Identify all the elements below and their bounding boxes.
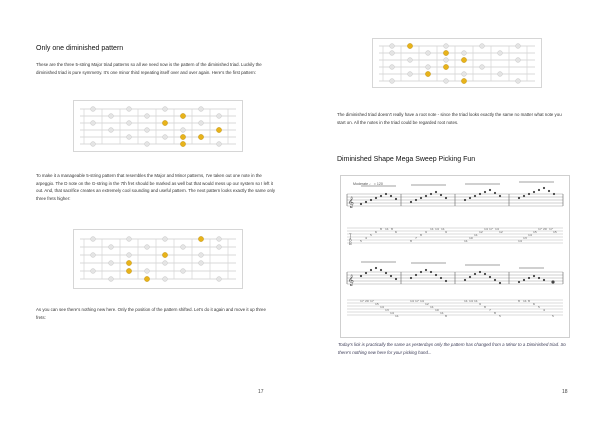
svg-text:A: A bbox=[349, 237, 352, 242]
svg-text:6: 6 bbox=[375, 230, 377, 234]
fretboard-3-svg bbox=[373, 39, 541, 87]
left-paragraph-2: To make it a manageable 5-string pattern that resembles the Major and Minor patterns, I've taken out one note in the arpeggio. The D note on the G-string in the 7th fret should be marked as well but that would mess up our system so I left it out. And, that sacrifice creates an extremely cool sounding and useful pattern. The next pattern looks exactly the same only three frets higher: bbox=[36, 173, 276, 201]
svg-text:7: 7 bbox=[489, 308, 491, 312]
right-caption: Today's lick is practically the same as yesterdays only the pattern has changed from a Minor to a Diminished triad. So there's nothing new here for your picking hand... bbox=[338, 342, 566, 355]
svg-text:17: 17 bbox=[415, 299, 419, 303]
svg-text:14: 14 bbox=[420, 299, 424, 303]
svg-text:14: 14 bbox=[495, 227, 499, 231]
svg-text:17: 17 bbox=[370, 299, 374, 303]
svg-text:11: 11 bbox=[523, 299, 527, 303]
svg-text:5: 5 bbox=[552, 314, 554, 318]
left-page-number: 17 bbox=[258, 389, 264, 395]
left-page-heading: Only one diminished pattern bbox=[36, 45, 124, 52]
svg-text:B: B bbox=[349, 241, 352, 246]
tempo-marking: Moderate ♩ = 120 bbox=[353, 182, 383, 186]
fretboard-diagram-3 bbox=[372, 38, 542, 88]
svg-text:11: 11 bbox=[385, 227, 389, 231]
left-paragraph-3: As you can see there's nothing new here. Only the position of the pattern shifted. Let's do it again and move it up three frets: bbox=[36, 307, 266, 320]
svg-text:11: 11 bbox=[464, 299, 468, 303]
svg-text:8: 8 bbox=[494, 311, 496, 315]
svg-text:14: 14 bbox=[528, 233, 532, 237]
svg-text:17: 17 bbox=[489, 227, 493, 231]
svg-text:20: 20 bbox=[365, 299, 369, 303]
svg-text:9: 9 bbox=[479, 302, 481, 306]
svg-text:6: 6 bbox=[533, 302, 535, 306]
fretboard-1-svg bbox=[74, 101, 242, 151]
svg-text:15: 15 bbox=[375, 302, 379, 306]
svg-text:10: 10 bbox=[469, 236, 473, 240]
svg-text:5: 5 bbox=[499, 314, 501, 318]
svg-text:8: 8 bbox=[445, 314, 447, 318]
svg-text:10: 10 bbox=[435, 308, 439, 312]
svg-text:9: 9 bbox=[445, 230, 447, 234]
svg-text:12: 12 bbox=[479, 230, 483, 234]
svg-text:14: 14 bbox=[518, 239, 522, 243]
svg-text:𝄞: 𝄞 bbox=[348, 197, 354, 208]
svg-text:8: 8 bbox=[391, 227, 393, 231]
fretboard-diagram-2 bbox=[73, 229, 243, 289]
svg-text:11: 11 bbox=[395, 314, 399, 318]
svg-text:14: 14 bbox=[380, 305, 384, 309]
svg-text:14: 14 bbox=[435, 227, 439, 231]
svg-text:4: 4 bbox=[365, 236, 367, 240]
svg-text:8: 8 bbox=[420, 233, 422, 237]
right-page-number: 18 bbox=[562, 389, 568, 395]
svg-text:15: 15 bbox=[533, 230, 537, 234]
svg-text:11: 11 bbox=[440, 311, 444, 315]
svg-text:15: 15 bbox=[553, 230, 557, 234]
sweep-picking-notation bbox=[340, 175, 570, 338]
svg-text:5: 5 bbox=[360, 239, 362, 243]
svg-text:T: T bbox=[349, 233, 352, 238]
svg-text:14: 14 bbox=[390, 311, 394, 315]
svg-text:11: 11 bbox=[430, 227, 434, 231]
svg-text:11: 11 bbox=[441, 227, 445, 231]
svg-text:8: 8 bbox=[518, 299, 520, 303]
svg-text:4: 4 bbox=[543, 308, 545, 312]
svg-text:6: 6 bbox=[395, 230, 397, 234]
notation-svg bbox=[341, 176, 569, 337]
svg-text:7: 7 bbox=[415, 236, 417, 240]
right-paragraph-1: The diminished triad doesn't really have a root note - since the triad looks exactly the same no matter what note you start on. All the notes in the triad could be regarded root notes. bbox=[337, 112, 562, 125]
svg-text:17: 17 bbox=[549, 227, 553, 231]
svg-text:11: 11 bbox=[474, 299, 478, 303]
svg-text:8: 8 bbox=[380, 227, 382, 231]
svg-text:9: 9 bbox=[425, 230, 427, 234]
fretboard-diagram-1 bbox=[73, 100, 243, 152]
svg-text:11: 11 bbox=[474, 233, 478, 237]
right-page bbox=[300, 0, 600, 424]
svg-text:8: 8 bbox=[484, 305, 486, 309]
svg-text:20: 20 bbox=[543, 227, 547, 231]
svg-text:8: 8 bbox=[528, 299, 530, 303]
fretboard-2-svg bbox=[74, 230, 242, 288]
svg-text:5: 5 bbox=[370, 233, 372, 237]
svg-text:14: 14 bbox=[484, 227, 488, 231]
right-page-heading: Diminished Shape Mega Sweep Picking Fun bbox=[337, 156, 476, 163]
svg-text:12: 12 bbox=[499, 230, 503, 234]
svg-text:11: 11 bbox=[430, 305, 434, 309]
svg-text:12: 12 bbox=[425, 302, 429, 306]
svg-text:14: 14 bbox=[469, 299, 473, 303]
svg-text:13: 13 bbox=[523, 236, 527, 240]
svg-text:17: 17 bbox=[360, 299, 364, 303]
svg-text:11: 11 bbox=[464, 239, 468, 243]
svg-text:14: 14 bbox=[410, 299, 414, 303]
svg-text:5: 5 bbox=[538, 305, 540, 309]
svg-text:17: 17 bbox=[538, 227, 542, 231]
svg-text:8: 8 bbox=[410, 239, 412, 243]
left-paragraph-1: These are the three 5-string Major triad patterns so all we need now is the pattern of the diminished triad. Luckily the diminished triad is pure symmetry. It's one minor third repeating itself over and over again. Here's the first pattern: bbox=[36, 62, 262, 75]
svg-text:𝄞: 𝄞 bbox=[348, 275, 354, 286]
svg-text:13: 13 bbox=[385, 308, 389, 312]
